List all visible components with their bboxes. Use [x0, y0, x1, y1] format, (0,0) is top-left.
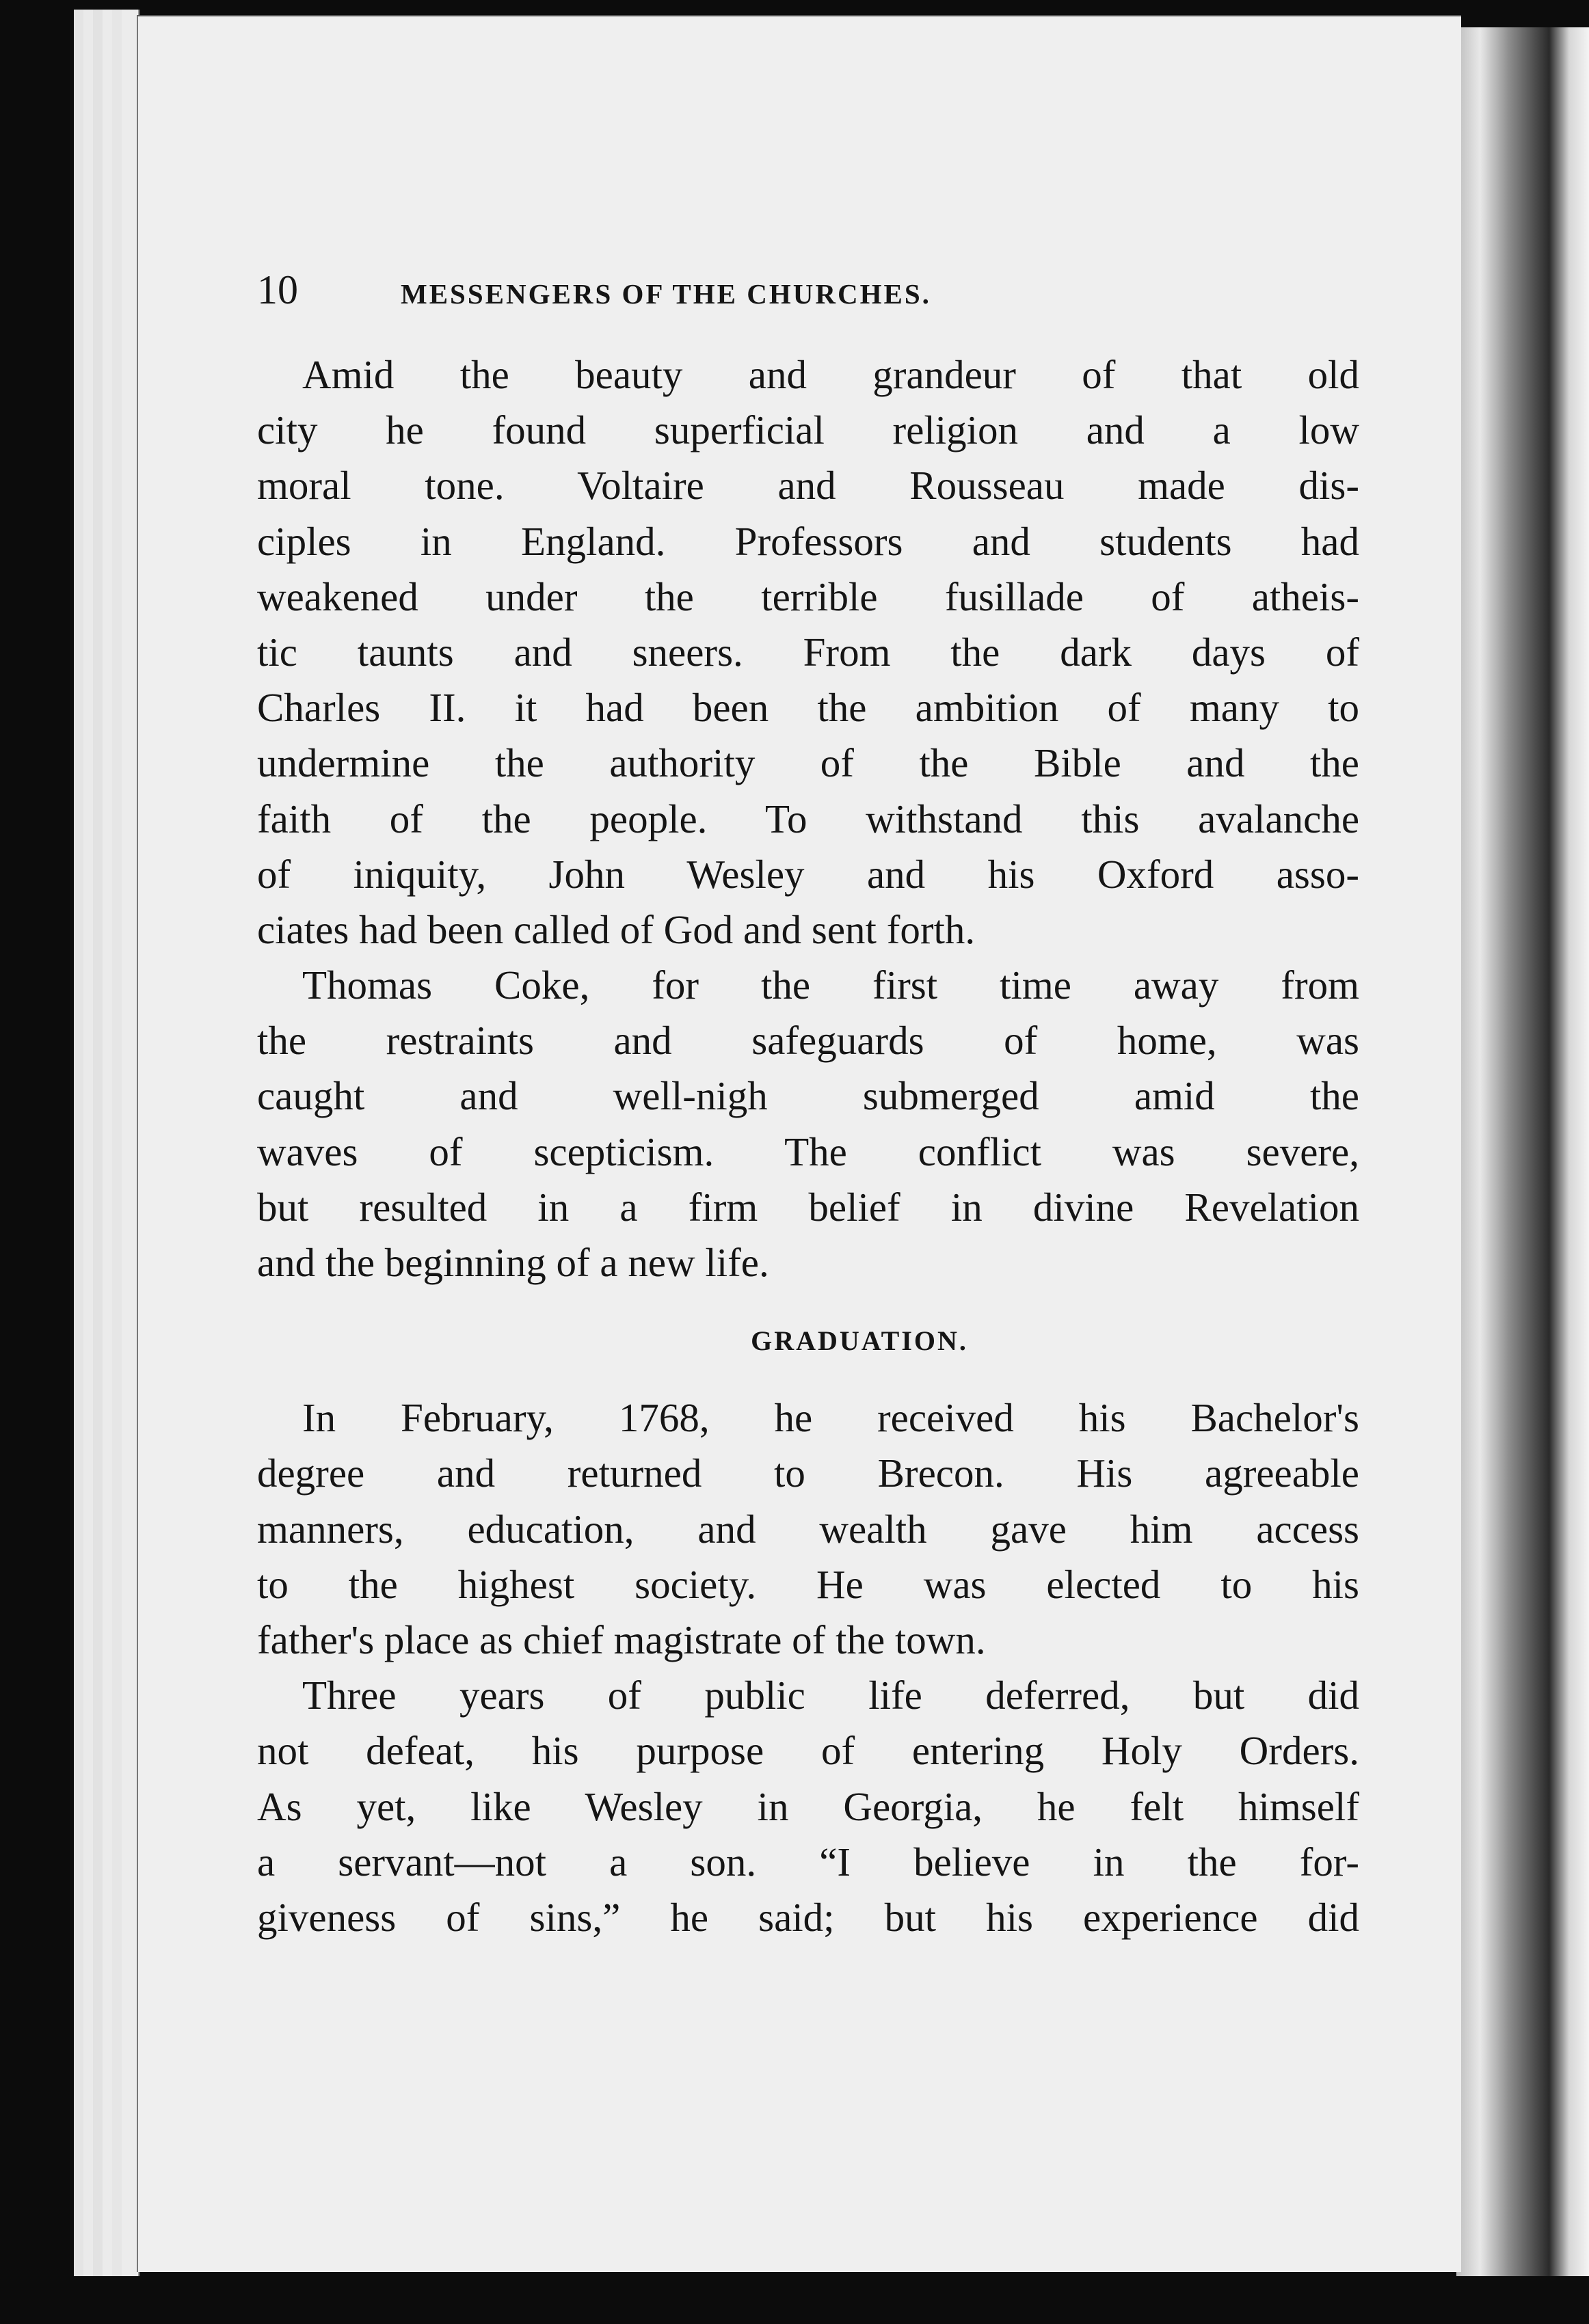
paragraph — [257, 958, 1359, 1291]
text-line: of iniquity, John Wesley and his Oxford asso- — [257, 851, 1359, 897]
running-head — [257, 267, 1359, 332]
text-line: city he found superficial religion and a low — [257, 407, 1359, 453]
text-line: ciates had been called of God and sent forth. — [257, 906, 976, 952]
text-line: ciples in England. Professors and students had — [257, 518, 1359, 564]
text-line: but resulted in a firm belief in divine Revelation — [257, 1184, 1359, 1230]
paragraph — [257, 1390, 1359, 1668]
section-heading: GRADUATION. — [751, 1325, 968, 1357]
text-line: faith of the people. To withstand this avalanche — [257, 796, 1359, 841]
text-line: a servant—not a son. “I believe in the for- — [257, 1839, 1359, 1884]
text-line: giveness of sins,” he said; but his experience did — [257, 1894, 1359, 1940]
text-line: Three years of public life deferred, but did — [302, 1673, 1359, 1718]
text-line: Thomas Coke, for the first time away from — [302, 962, 1359, 1008]
text-line: moral tone. Voltaire and Rousseau made dis- — [257, 463, 1359, 509]
text-line: the restraints and safeguards of home, was — [257, 1018, 1359, 1064]
paragraph — [257, 347, 1359, 958]
text-line: tic taunts and sneers. From the dark days of — [257, 629, 1359, 675]
text-line: not defeat, his purpose of entering Holy Orders. — [257, 1728, 1359, 1774]
paragraph — [257, 1668, 1359, 1945]
text-line: In February, 1768, he received his Bachelor's — [302, 1395, 1359, 1441]
text-line: Amid the beauty and grandeur of that old — [302, 352, 1359, 397]
text-line: Charles II. it had been the ambition of many to — [257, 685, 1359, 731]
text-line: caught and well-nigh submerged amid the — [257, 1073, 1359, 1119]
text-line: weakened under the terrible fusillade of atheis- — [257, 573, 1359, 619]
running-title: MESSENGERS OF THE CHURCHES. — [401, 278, 931, 310]
text-line: As yet, like Wesley in Georgia, he felt himself — [257, 1783, 1359, 1829]
text-line: degree and returned to Brecon. His agreeable — [257, 1450, 1359, 1496]
text-line: to the highest society. He was elected to his — [257, 1561, 1359, 1607]
book-fore-edge-shadow — [1456, 27, 1589, 2276]
text-block — [257, 267, 1359, 1945]
text-line: undermine the authority of the Bible and the — [257, 740, 1359, 786]
page-number: 10 — [257, 267, 298, 312]
text-line: waves of scepticism. The conflict was severe, — [257, 1129, 1359, 1174]
text-line: father's place as chief magistrate of the town. — [257, 1617, 986, 1662]
text-line: manners, education, and wealth gave him access — [257, 1506, 1359, 1552]
text-line: and the beginning of a new life. — [257, 1240, 769, 1285]
